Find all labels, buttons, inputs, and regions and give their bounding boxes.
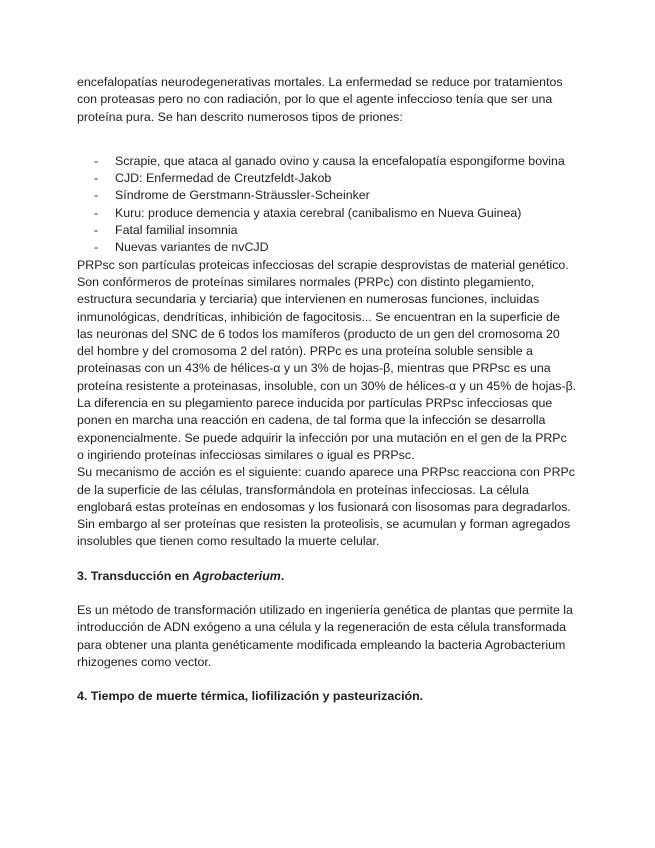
spacer [77, 126, 577, 153]
list-item-text: Síndrome de Gerstmann-Sträussler-Scheinker [115, 188, 370, 203]
list-item [77, 170, 577, 187]
section-4-heading: 4. Tiempo de muerte térmica, liofilización y pasteurización. [77, 689, 424, 704]
section-3-heading-suffix: . [280, 568, 285, 583]
list-bullet: - [94, 223, 99, 238]
list-bullet: - [94, 240, 99, 255]
list-bullet: - [94, 153, 99, 168]
list-item-text: Fatal familial insomnia [115, 223, 238, 238]
list-item-text: Nuevas variantes de nvCJD [115, 240, 269, 255]
list-item-text: CJD: Enfermedad de Creutzfeldt-Jakob [115, 171, 332, 186]
list-item [77, 205, 577, 222]
list-item [77, 187, 577, 204]
list-bullet: - [94, 205, 99, 220]
section-3-heading-italic: Agrobacterium [192, 568, 281, 583]
section-3-heading-prefix: 3. Transducción en [77, 568, 193, 583]
list-item-text: Kuru: produce demencia y ataxia cerebral (canibalismo en Nueva Guinea) [115, 205, 522, 220]
list-item [77, 239, 577, 256]
list-item-text: Scrapie, que ataca al ganado ovino y causa la encefalopatía espongiforme bovina [115, 153, 565, 168]
intro-paragraph: encefalopatías neurodegenerativas mortales. La enfermedad se reduce por tratamientos con proteasas pero no con radiación, por lo que el agente infeccioso tenía que ser una proteína pura. Se han descrito numerosos tipos de priones: [77, 75, 563, 124]
list-item [77, 153, 577, 170]
list-item [77, 222, 577, 239]
prpsc-paragraph: PRPsc son partículas proteicas infecciosas del scrapie desprovistas de material genético. Son confórmeros de proteínas similares normales (PRPc) con distinto plegamiento, estructura secundaria y terciaria) que intervienen en numerosas funciones, incluidas inmunológicas, dendríticas, inhibición de fagocitosis... Se encuentran en la superficie de las neuronas del SNC de 6 todos los mamíferos (producto de un gen del cromosoma 20 del hombre y del cromosoma 2 del ratón). PRPc es una proteína soluble sensible a proteinasas con un 43% de hélices-α y un 3% de hojas-β, mientras que PRPsc es una proteína resistente a proteinasas, insoluble, con un 30% de hélices-α y un 45% de hojas-β. La diferencia en su plegamiento parece inducida por partículas PRPsc infecciosas que ponen en marcha una reacción en cadena, de tal forma que la infección se desarrolla exponencialmente. Se puede adquirir la infección por una mutación en el gen de la PRPc o ingiriendo proteínas infecciosas similares o igual es PRPsc. [77, 257, 577, 462]
mechanism-paragraph: Su mecanismo de acción es el siguiente: cuando aparece una PRPsc reacciona con PRPc de la superficie de las células, transformándola en proteínas infecciosas. La célula englobará estas proteínas en endosomas y los fusionará con lisosomas para degradarlos. Sin embargo al ser proteínas que resisten la proteolisis, se acumulan y forman agregados insolubles que tienen como resultado la muerte celular. [77, 465, 575, 549]
section-3-body: Es un método de transformación utilizado en ingeniería genética de plantas que permite la introducción de ADN exógeno a una célula y la regeneración de esta célula transformada para obtener una planta genéticamente modificada empleando la bacteria Agrobacterium rhizogenes como vector. [77, 603, 573, 669]
section-3-heading [77, 568, 577, 585]
list-bullet: - [94, 188, 99, 203]
list-bullet: - [94, 171, 99, 186]
prion-types-list [77, 153, 577, 257]
document-page [77, 74, 577, 706]
